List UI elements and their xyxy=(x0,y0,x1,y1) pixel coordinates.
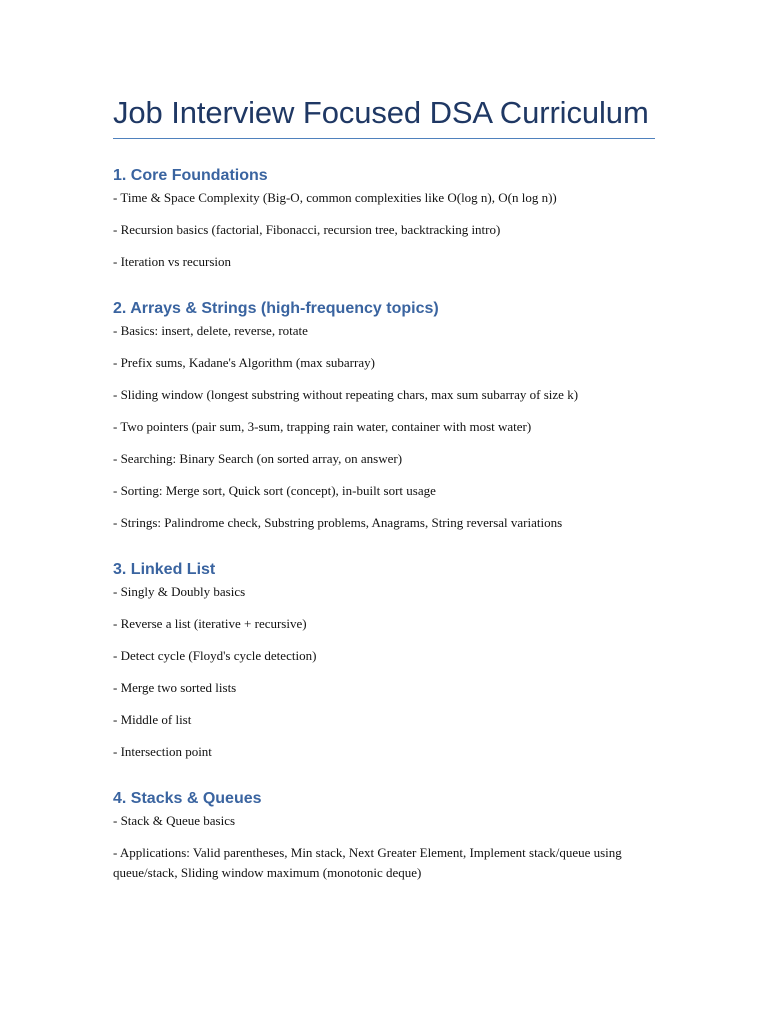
list-item: - Reverse a list (iterative + recursive) xyxy=(113,616,307,631)
section-heading: 3. Linked List xyxy=(113,561,216,578)
list-item: - Basics: insert, delete, reverse, rotate xyxy=(113,323,308,338)
list-item: - Recursion basics (factorial, Fibonacci, recursion tree, backtracking intro) xyxy=(113,222,501,237)
list-item: - Applications: Valid parentheses, Min stack, Next Greater Element, Implement stack/queue using queue/stack, Sliding window maximum (monotonic deque) xyxy=(113,845,622,880)
list-item: - Intersection point xyxy=(113,744,212,759)
list-item: - Singly & Doubly basics xyxy=(113,584,246,599)
section-core-foundations xyxy=(113,166,655,272)
document-page xyxy=(113,90,655,883)
list-item: - Detect cycle (Floyd's cycle detection) xyxy=(113,648,317,663)
list-item: - Middle of list xyxy=(113,712,192,727)
list-item: - Sorting: Merge sort, Quick sort (concept), in-built sort usage xyxy=(113,483,436,498)
section-arrays-strings xyxy=(113,299,655,533)
section-linked-list xyxy=(113,560,655,762)
document-title: Job Interview Focused DSA Curriculum xyxy=(113,90,655,139)
list-item: - Strings: Palindrome check, Substring problems, Anagrams, String reversal variations xyxy=(113,515,563,530)
list-item: - Searching: Binary Search (on sorted array, on answer) xyxy=(113,451,403,466)
list-item: - Stack & Queue basics xyxy=(113,813,236,828)
list-item: - Two pointers (pair sum, 3-sum, trapping rain water, container with most water) xyxy=(113,419,532,434)
list-item: - Iteration vs recursion xyxy=(113,254,232,269)
list-item: - Time & Space Complexity (Big-O, common complexities like O(log n), O(n log n)) xyxy=(113,190,557,205)
section-heading: 4. Stacks & Queues xyxy=(113,790,262,807)
list-item: - Sliding window (longest substring without repeating chars, max sum subarray of size k) xyxy=(113,387,579,402)
section-heading: 1. Core Foundations xyxy=(113,167,268,184)
section-heading: 2. Arrays & Strings (high-frequency topics) xyxy=(113,300,439,317)
section-stacks-queues xyxy=(113,789,655,883)
list-item: - Merge two sorted lists xyxy=(113,680,237,695)
list-item: - Prefix sums, Kadane's Algorithm (max subarray) xyxy=(113,355,375,370)
